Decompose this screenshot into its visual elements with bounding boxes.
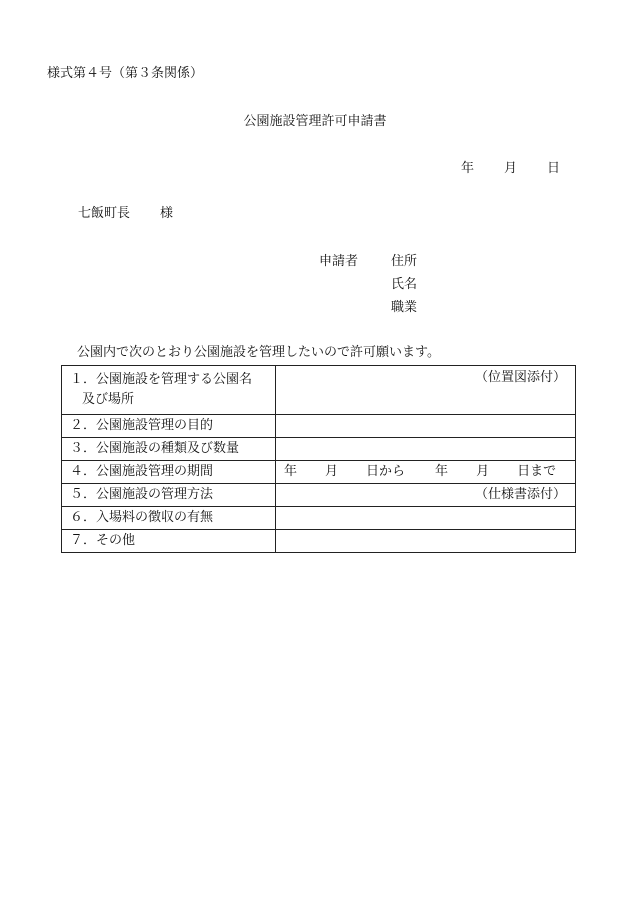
table-row	[62, 438, 576, 461]
applicant-occupation-label: 職業	[391, 300, 418, 315]
specification-note: （仕様書添付）	[474, 487, 566, 502]
period-start-year: 年	[284, 464, 298, 479]
location-map-note: （位置図添付）	[474, 370, 566, 385]
row-label-purpose: ２．公園施設管理の目的	[62, 415, 276, 438]
date-month-label: 月	[503, 161, 517, 176]
value-type-quantity[interactable]	[276, 438, 576, 461]
value-other[interactable]	[276, 530, 576, 553]
addressee-honorific: 様	[160, 206, 174, 221]
row-label-line1: １．公園施設を管理する公園名	[70, 372, 253, 387]
row-label-other: ７．その他	[62, 530, 276, 553]
value-period[interactable]	[276, 461, 576, 484]
period-end-month: 月	[476, 464, 490, 479]
table-row	[62, 415, 576, 438]
period-end-day: 日まで	[517, 464, 557, 479]
row-label-type-quantity: ３．公園施設の種類及び数量	[62, 438, 276, 461]
row-label-line2: 及び場所	[82, 392, 135, 407]
addressee-name: 七飯町長	[78, 206, 131, 221]
value-management-method[interactable]	[276, 484, 576, 507]
date-year-label: 年	[460, 161, 474, 176]
period-end-year: 年	[435, 464, 449, 479]
date-line	[461, 161, 560, 177]
table-row	[62, 484, 576, 507]
applicant-address-label: 住所	[391, 254, 418, 269]
table-row	[62, 507, 576, 530]
addressee	[78, 206, 173, 222]
value-purpose[interactable]	[276, 415, 576, 438]
date-day-label: 日	[546, 161, 560, 176]
row-label-period: ４．公園施設管理の期間	[62, 461, 276, 484]
value-admission-fee[interactable]	[276, 507, 576, 530]
application-table	[61, 365, 576, 553]
row-label-management-method: ５．公園施設の管理方法	[62, 484, 276, 507]
applicant-label: 申請者	[319, 254, 359, 269]
table-row	[62, 461, 576, 484]
row-label-park-name	[62, 366, 276, 415]
document-title: 公園施設管理許可申請書	[243, 114, 387, 129]
period-start-month: 月	[325, 464, 339, 479]
value-park-name[interactable]	[276, 366, 576, 415]
form-number: 様式第４号（第３条関係）	[47, 66, 204, 81]
row-label-admission-fee: ６．入場料の徴収の有無	[62, 507, 276, 530]
table-row	[62, 366, 576, 415]
intro-text: 公園内で次のとおり公園施設を管理したいので許可願います。	[77, 345, 440, 360]
applicant-name-label: 氏名	[391, 277, 418, 292]
period-start-day: 日から	[366, 464, 406, 479]
table-row	[62, 530, 576, 553]
